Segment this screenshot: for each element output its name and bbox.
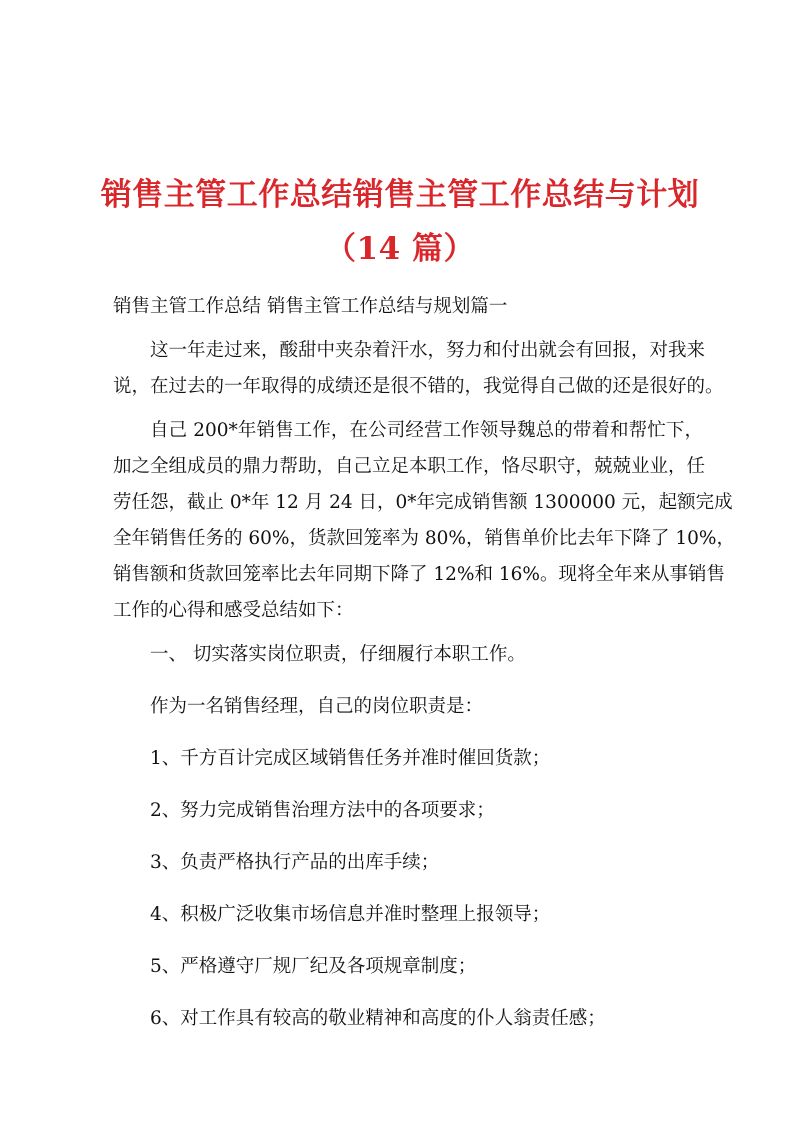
document-title [60,168,740,276]
title-line-2: （14 篇） [325,231,475,267]
paragraph-1 [113,333,724,405]
paragraph-2-line-5: 销售额和货款回笼率比去年同期下降了 12%和 16%。现将全年来从事销售 [113,564,726,585]
paragraph-2-line-1: 自己 200*年销售工作，在公司经营工作领导魏总的带着和帮忙下， [150,420,703,441]
paragraph-2-line-6: 工作的心得和感受总结如下： [113,600,354,621]
section-heading: 一、 切实落实岗位职责，仔细履行本职工作。 [150,644,526,665]
document-body [113,289,736,1053]
subtitle-text: 销售主管工作总结 销售主管工作总结与规划篇一 [113,296,508,317]
duties-intro: 作为一名销售经理，自己的岗位职责是： [150,696,484,717]
duty-item-5: 5、严格遵守厂规厂纪及各项规章制度； [150,956,477,977]
duty-item-2: 2、努力完成销售治理方法中的各项要求； [150,800,495,821]
duty-item-3: 3、负责严格执行产品的出库手续； [150,852,440,873]
paragraph-2-line-3: 劳任怨，截止 0*年 12 月 24 日，0*年完成销售额 1300000 元，起额完成 [113,492,733,513]
paragraph-2 [113,413,736,629]
paragraph-1-line-1: 这一年走过来，酸甜中夹杂着汗水，努力和付出就会有回报，对我来 [150,340,706,361]
duty-item-1: 1、千方百计完成区域销售任务并准时催回货款； [150,748,551,769]
duty-item-6: 6、对工作具有较高的敬业精神和高度的仆人翁责任感； [150,1008,606,1029]
title-line-1: 销售主管工作总结销售主管工作总结与计划 [100,177,700,213]
duty-item-4: 4、积极广泛收集市场信息并准时整理上报领导； [150,904,551,925]
subtitle [113,289,703,325]
paragraph-1-line-2: 说，在过去的一年取得的成绩还是很不错的，我觉得自己做的还是很好的。 [113,376,724,397]
paragraph-2-line-4: 全年销售任务的 60%，货款回笼率为 80%，销售单价比去年下降了 10%， [113,528,736,549]
paragraph-2-line-2: 加之全组成员的鼎力帮助，自己立足本职工作，恪尽职守，兢兢业业，任 [113,456,706,477]
